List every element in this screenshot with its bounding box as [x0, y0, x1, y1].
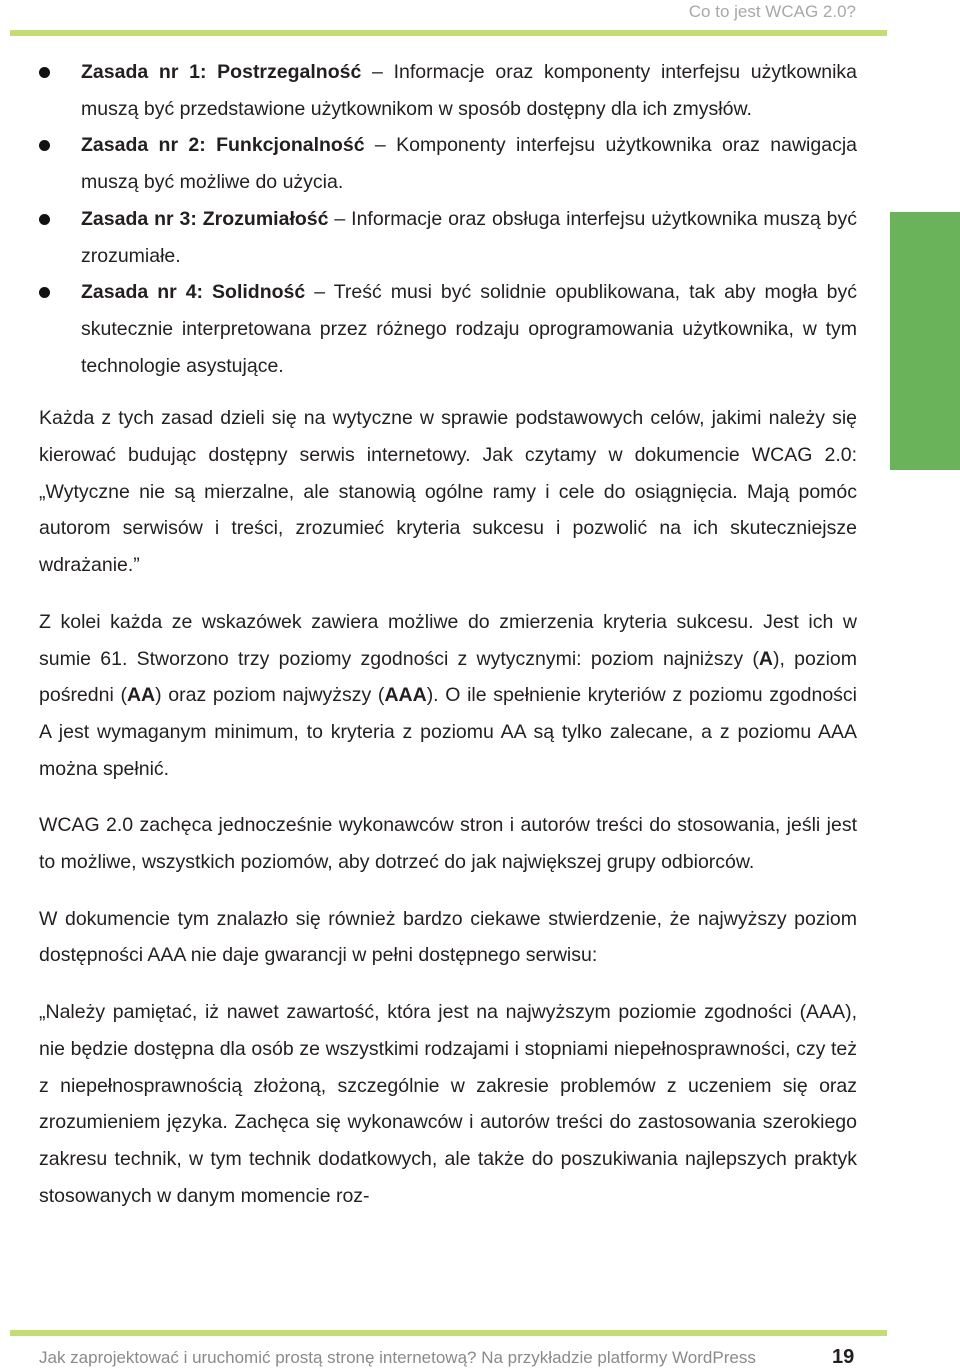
- paragraph-guidelines: Każda z tych zasad dzieli się na wytyczne w sprawie podstawowych celów, jakimi należy się kierować budując dostępny serwis internetowy. Jak czytamy w dokumencie WCAG 2.0: „Wytyczne nie są mierzalne, ale stanowią ogólne ramy i cele do osiągnięcia. Mają pomóc autorom serwisów i treści, zrozumieć kryteria sukcesu i pozwolić na ich skuteczniejsze wdrażanie.”: [39, 407, 857, 577]
- dash: –: [372, 61, 383, 83]
- list-item: [39, 127, 857, 200]
- principle-name: Zasada nr 2: Funkcjonalność: [81, 134, 365, 157]
- paragraph-statement: W dokumencie tym znalazło się również bardzo ciekawe stwierdzenie, że najwyższy poziom dostępności AAA nie daje gwarancji w pełni dostępnego serwisu:: [39, 907, 857, 967]
- dash: –: [334, 207, 346, 230]
- bullet-icon: [39, 214, 50, 225]
- quote-paragraph: „Należy pamiętać, iż nawet zawartość, która jest na najwyższym poziomie zgodności (AAA), nie będzie dostępna dla osób ze wszystkimi rodzajami i stopniami niepełnosprawności, czy też z niepełnosprawnością złożoną, szczególnie w zakresie problemów z uczeniem się oraz zrozumieniem języka. Zachęca się wykonawców i autorów treści do zastosowania szerokiego zakresu technik, w tym technik dodatkowych, ale także do poszukiwania najlepszych praktyk stosowanych w danym momencie roz-: [39, 1001, 857, 1207]
- list-item: [39, 274, 857, 384]
- principle-description: Informacje oraz komponenty interfejsu użytkownika muszą być przedstawione użytkownikom w sposób dostępny dla ich zmysłów.: [81, 61, 857, 120]
- footer-rule: [10, 1330, 887, 1336]
- principle-description: Treść musi być solidnie opublikowana, tak aby mogła być skutecznie interpretowana przez różnego rodzaju oprogramowania użytkownika, w tym technologie asystujące.: [81, 281, 857, 377]
- principles-list: [39, 54, 857, 384]
- page-content: [39, 54, 857, 1234]
- text-run: Z kolei każda ze wskazówek zawiera możliwe do zmierzenia kryteria sukcesu. Jest ich w sumie 61. Stworzono trzy poziomy zgodności z wytycznymi: poziom najniższy (: [39, 610, 857, 670]
- level-aa: AA: [126, 684, 156, 707]
- chapter-tab: [890, 212, 960, 470]
- level-a: A: [758, 647, 773, 670]
- paragraph-levels: WCAG 2.0 zachęca jednocześnie wykonawców stron i autorów treści do stosowania, jeśli jest to możliwe, wszystkich poziomów, aby dotrzeć do jak największej grupy odbiorców.: [39, 814, 857, 874]
- header-rule: [10, 30, 887, 36]
- bullet-icon: [39, 140, 50, 151]
- running-footer: Jak zaprojektować i uruchomić prostą stronę internetową? Na przykładzie platformy WordPress: [39, 1348, 756, 1367]
- paragraph-success-criteria: [39, 604, 857, 788]
- principle-name: Zasada nr 4: Solidność: [81, 281, 306, 304]
- dash: –: [374, 134, 386, 157]
- text-run: ) oraz poziom najwyższy (: [155, 684, 385, 707]
- list-item: [39, 54, 857, 127]
- dash: –: [314, 281, 326, 304]
- page-number: 19: [832, 1346, 855, 1368]
- running-header: Co to jest WCAG 2.0?: [688, 2, 856, 21]
- principle-description: Informacje oraz obsługa interfejsu użytkownika muszą być zrozumiałe.: [81, 207, 858, 267]
- principle-name: Zasada nr 1: Postrzegalność: [81, 61, 362, 83]
- bullet-icon: [39, 287, 50, 298]
- list-item: [39, 201, 857, 274]
- level-aaa: AAA: [384, 684, 427, 707]
- text-run: ). O ile spełnienie kryteriów z poziomu zgodności A jest wymaganym minimum, to kryteria z poziomu AA są tylko zalecane, a z poziomu AAA można spełnić.: [39, 684, 858, 780]
- text-run: ), poziom pośredni (: [39, 647, 857, 707]
- principle-name: Zasada nr 3: Zrozumiałość: [81, 207, 329, 230]
- principle-description: Komponenty interfejsu użytkownika oraz nawigacja muszą być możliwe do użycia.: [81, 134, 858, 194]
- bullet-icon: [39, 67, 50, 78]
